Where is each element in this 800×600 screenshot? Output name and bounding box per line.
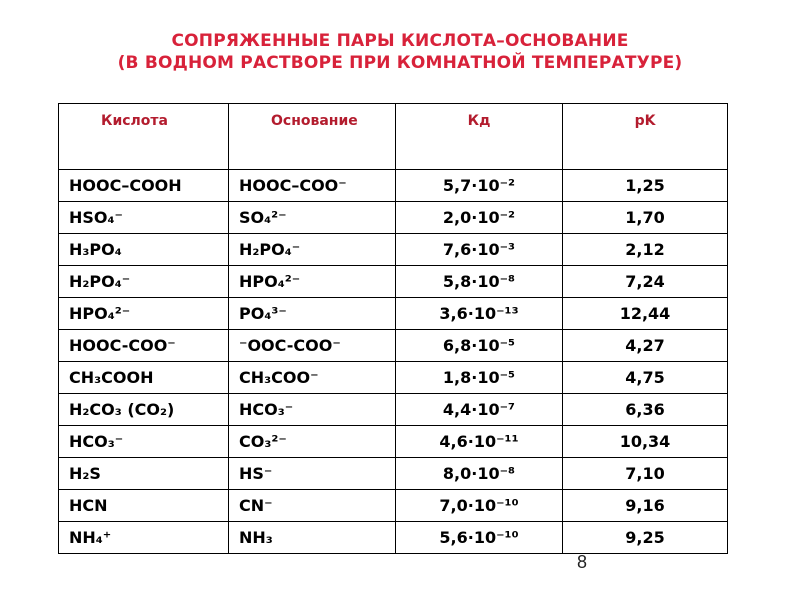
cell-pk: 9,16 bbox=[563, 490, 728, 522]
table-row bbox=[59, 426, 728, 458]
cell-acid: HPO₄²⁻ bbox=[59, 298, 229, 330]
cell-pk: 7,24 bbox=[563, 266, 728, 298]
header-acid: Кислота bbox=[59, 104, 229, 170]
cell-base: PO₄³⁻ bbox=[229, 298, 396, 330]
table-row bbox=[59, 330, 728, 362]
cell-kd: 7,0·10⁻¹⁰ bbox=[396, 490, 563, 522]
cell-acid: H₃PO₄ bbox=[59, 234, 229, 266]
cell-base: HS⁻ bbox=[229, 458, 396, 490]
slide-title bbox=[0, 30, 800, 74]
header-kd: Кд bbox=[396, 104, 563, 170]
cell-base: CO₃²⁻ bbox=[229, 426, 396, 458]
cell-kd: 5,8·10⁻⁸ bbox=[396, 266, 563, 298]
cell-kd: 1,8·10⁻⁵ bbox=[396, 362, 563, 394]
page-number: 8 bbox=[577, 552, 588, 572]
cell-acid: H₂S bbox=[59, 458, 229, 490]
slide-title-line-1: СОПРЯЖЕННЫЕ ПАРЫ КИСЛОТА–ОСНОВАНИЕ bbox=[171, 31, 629, 51]
cell-pk: 7,10 bbox=[563, 458, 728, 490]
table-row bbox=[59, 170, 728, 202]
cell-kd: 5,7·10⁻² bbox=[396, 170, 563, 202]
cell-pk: 2,12 bbox=[563, 234, 728, 266]
cell-kd: 7,6·10⁻³ bbox=[396, 234, 563, 266]
slide-title-line-2: (В ВОДНОМ РАСТВОРЕ ПРИ КОМНАТНОЙ ТЕМПЕРАТУРЕ) bbox=[117, 53, 683, 73]
cell-base: SO₄²⁻ bbox=[229, 202, 396, 234]
cell-base: CN⁻ bbox=[229, 490, 396, 522]
table-body bbox=[59, 170, 728, 554]
cell-base: CH₃COO⁻ bbox=[229, 362, 396, 394]
cell-acid: CH₃COOH bbox=[59, 362, 229, 394]
cell-acid: HOOC-COO⁻ bbox=[59, 330, 229, 362]
table-row bbox=[59, 234, 728, 266]
table-row bbox=[59, 298, 728, 330]
table-row bbox=[59, 266, 728, 298]
cell-acid: HCO₃⁻ bbox=[59, 426, 229, 458]
table-row bbox=[59, 490, 728, 522]
cell-kd: 5,6·10⁻¹⁰ bbox=[396, 522, 563, 554]
cell-kd: 8,0·10⁻⁸ bbox=[396, 458, 563, 490]
header-base: Основание bbox=[229, 104, 396, 170]
cell-acid: H₂CO₃ (CO₂) bbox=[59, 394, 229, 426]
cell-base: NH₃ bbox=[229, 522, 396, 554]
cell-pk: 1,25 bbox=[563, 170, 728, 202]
cell-kd: 4,6·10⁻¹¹ bbox=[396, 426, 563, 458]
cell-kd: 2,0·10⁻² bbox=[396, 202, 563, 234]
cell-pk: 6,36 bbox=[563, 394, 728, 426]
table-row bbox=[59, 394, 728, 426]
cell-base: HPO₄²⁻ bbox=[229, 266, 396, 298]
table-header-row bbox=[59, 104, 728, 170]
cell-pk: 10,34 bbox=[563, 426, 728, 458]
cell-base: ⁻OOC-COO⁻ bbox=[229, 330, 396, 362]
table-row bbox=[59, 202, 728, 234]
cell-base: HCO₃⁻ bbox=[229, 394, 396, 426]
table-row bbox=[59, 362, 728, 394]
cell-pk: 1,70 bbox=[563, 202, 728, 234]
cell-acid: NH₄⁺ bbox=[59, 522, 229, 554]
cell-base: H₂PO₄⁻ bbox=[229, 234, 396, 266]
cell-pk: 12,44 bbox=[563, 298, 728, 330]
cell-acid: HSO₄⁻ bbox=[59, 202, 229, 234]
header-pk: pK bbox=[563, 104, 728, 170]
cell-acid: HOOC–COOH bbox=[59, 170, 229, 202]
cell-kd: 6,8·10⁻⁵ bbox=[396, 330, 563, 362]
cell-pk: 4,75 bbox=[563, 362, 728, 394]
cell-kd: 3,6·10⁻¹³ bbox=[396, 298, 563, 330]
conjugate-pairs-table bbox=[58, 103, 728, 554]
table-row bbox=[59, 522, 728, 554]
cell-acid: H₂PO₄⁻ bbox=[59, 266, 229, 298]
table-row bbox=[59, 458, 728, 490]
cell-acid: HCN bbox=[59, 490, 229, 522]
cell-kd: 4,4·10⁻⁷ bbox=[396, 394, 563, 426]
cell-base: HOOC–COO⁻ bbox=[229, 170, 396, 202]
cell-pk: 9,25 bbox=[563, 522, 728, 554]
cell-pk: 4,27 bbox=[563, 330, 728, 362]
